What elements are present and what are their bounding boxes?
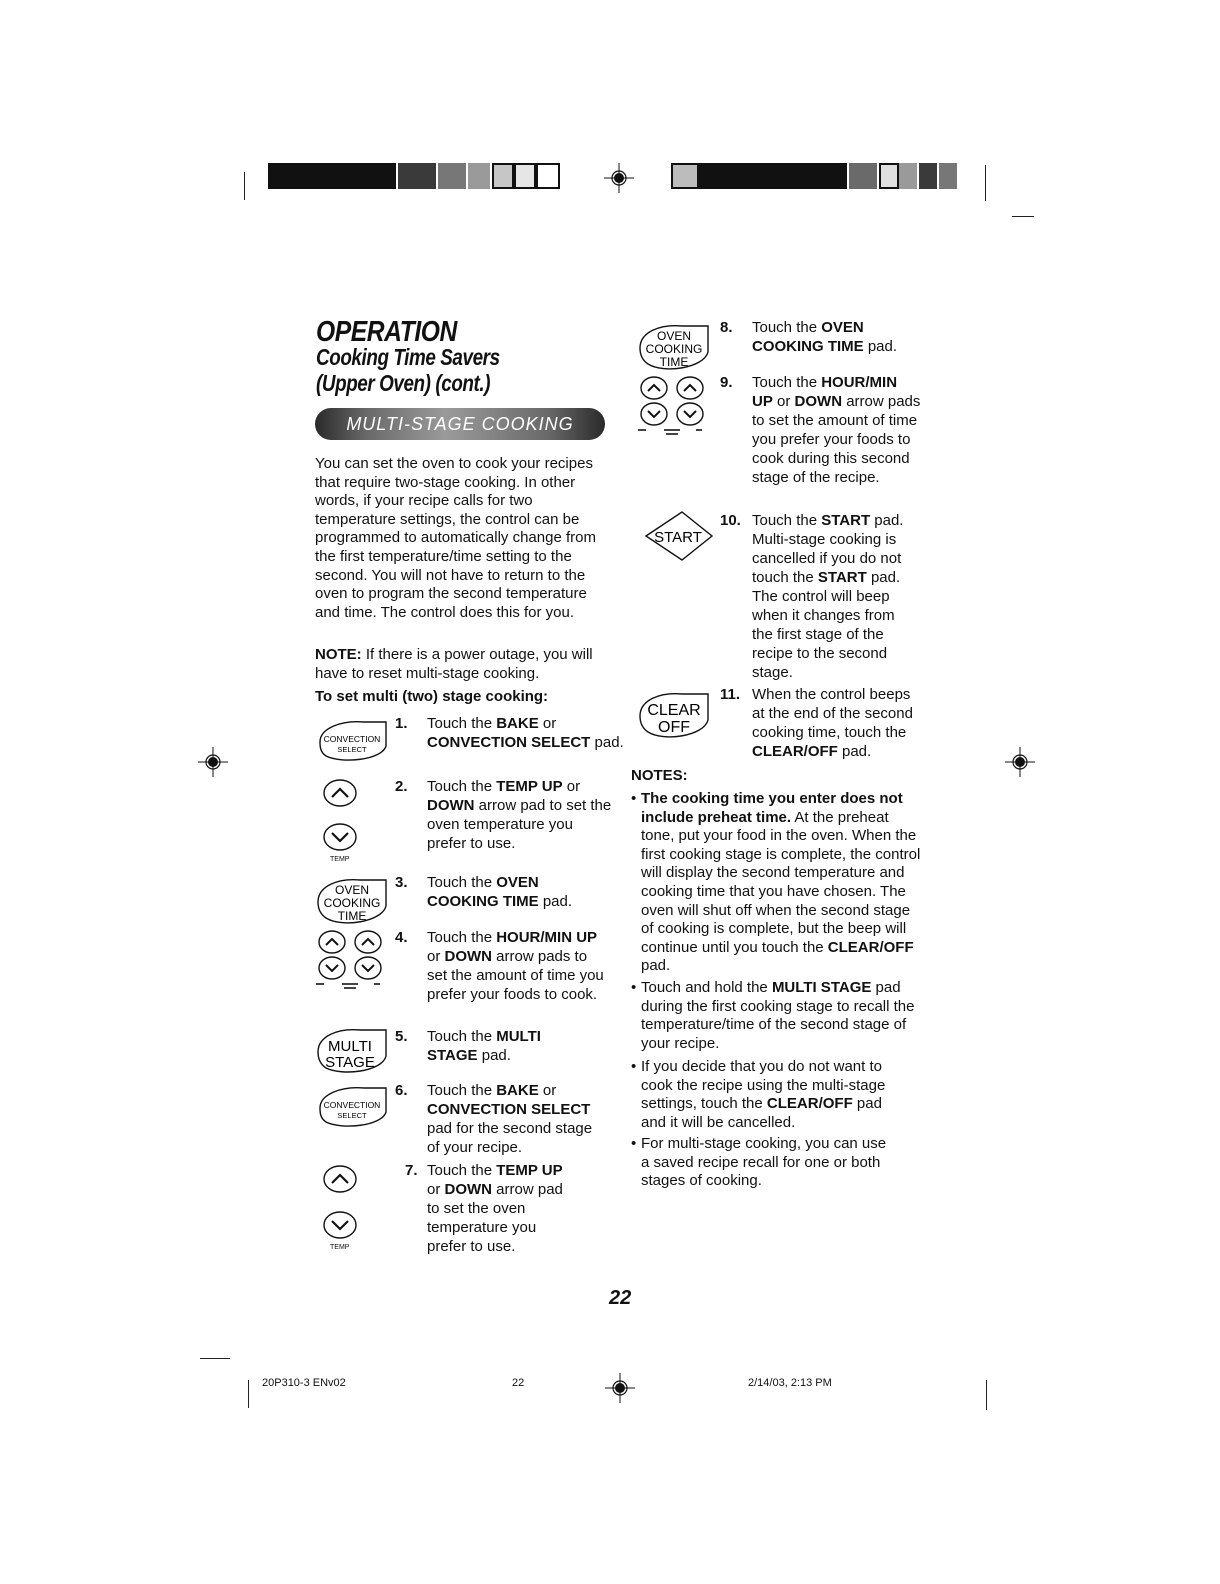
notes-heading: NOTES: [631, 767, 688, 784]
svg-text:COOKING: COOKING [645, 342, 703, 356]
registration-mark-icon [604, 163, 634, 193]
crop-mark [1012, 216, 1034, 217]
temp-down-arrow-icon [322, 1210, 358, 1240]
temp-up-arrow-icon [322, 1164, 358, 1194]
temp-label: TEMP [330, 1244, 350, 1251]
svg-text:MULTI: MULTI [328, 1038, 372, 1055]
registration-mark-icon [605, 1373, 635, 1403]
svg-text:SELECT: SELECT [337, 745, 367, 754]
svg-text:OVEN: OVEN [656, 329, 692, 343]
convection-select-pad-icon [312, 716, 392, 766]
hour-min-arrows-icon [634, 374, 714, 438]
crop-mark [985, 165, 986, 201]
intro-paragraph: You can set the oven to cook your recipes that require two-stage cooking. In other words, if your recipe calls for two temperature settings, the control can be programmed to automatically change from the first temperature/time setting to the second. You will not have to return to the oven to program the second temperature and time. The control does this for you. [315, 455, 596, 621]
registration-mark-icon [1005, 747, 1035, 777]
clear-off-pad-icon [634, 686, 714, 744]
convection-select-pad-icon [312, 1082, 392, 1132]
registration-mark-icon [198, 747, 228, 777]
footer-doc-code: 20P310-3 ENv02 [262, 1377, 346, 1389]
temp-down-arrow-icon [322, 822, 358, 852]
svg-text:CLEAR: CLEAR [647, 702, 701, 719]
crop-mark [248, 1380, 249, 1408]
svg-text:START: START [654, 529, 702, 546]
svg-text:OVEN: OVEN [334, 883, 370, 897]
svg-text:TIME: TIME [659, 355, 689, 369]
hour-min-arrows-icon [312, 928, 392, 992]
oven-cooking-time-pad-icon [634, 318, 714, 376]
footer-timestamp: 2/14/03, 2:13 PM [748, 1377, 832, 1389]
note: NOTE: If there is a power outage, you will have to reset multi-stage cooking. [315, 646, 593, 682]
svg-text:OFF: OFF [658, 719, 690, 736]
color-bar-left [268, 163, 560, 189]
start-pad-icon [640, 508, 716, 564]
footer-page: 22 [512, 1377, 525, 1389]
color-bar-right [671, 163, 959, 189]
section-title: OPERATION [316, 316, 457, 348]
page-number: 22 [609, 1287, 632, 1309]
page-title: Cooking Time Savers (Upper Oven) (cont.) [316, 344, 500, 396]
oven-cooking-time-pad-icon [312, 872, 392, 930]
section-banner: MULTI-STAGE COOKING [315, 408, 605, 440]
temp-label: TEMP [330, 856, 350, 863]
multi-stage-pad-icon [312, 1022, 392, 1078]
svg-text:COOKING: COOKING [323, 896, 381, 910]
svg-text:TIME: TIME [337, 909, 367, 923]
crop-mark [200, 1358, 230, 1359]
svg-text:CONVECTION: CONVECTION [323, 734, 381, 744]
svg-text:SELECT: SELECT [337, 1111, 367, 1120]
crop-mark [986, 1380, 987, 1410]
crop-mark [244, 172, 245, 200]
svg-text:CONVECTION: CONVECTION [323, 1100, 381, 1110]
steps-heading: To set multi (two) stage cooking: [315, 688, 549, 705]
svg-text:STAGE: STAGE [325, 1054, 375, 1071]
temp-up-arrow-icon [322, 778, 358, 808]
